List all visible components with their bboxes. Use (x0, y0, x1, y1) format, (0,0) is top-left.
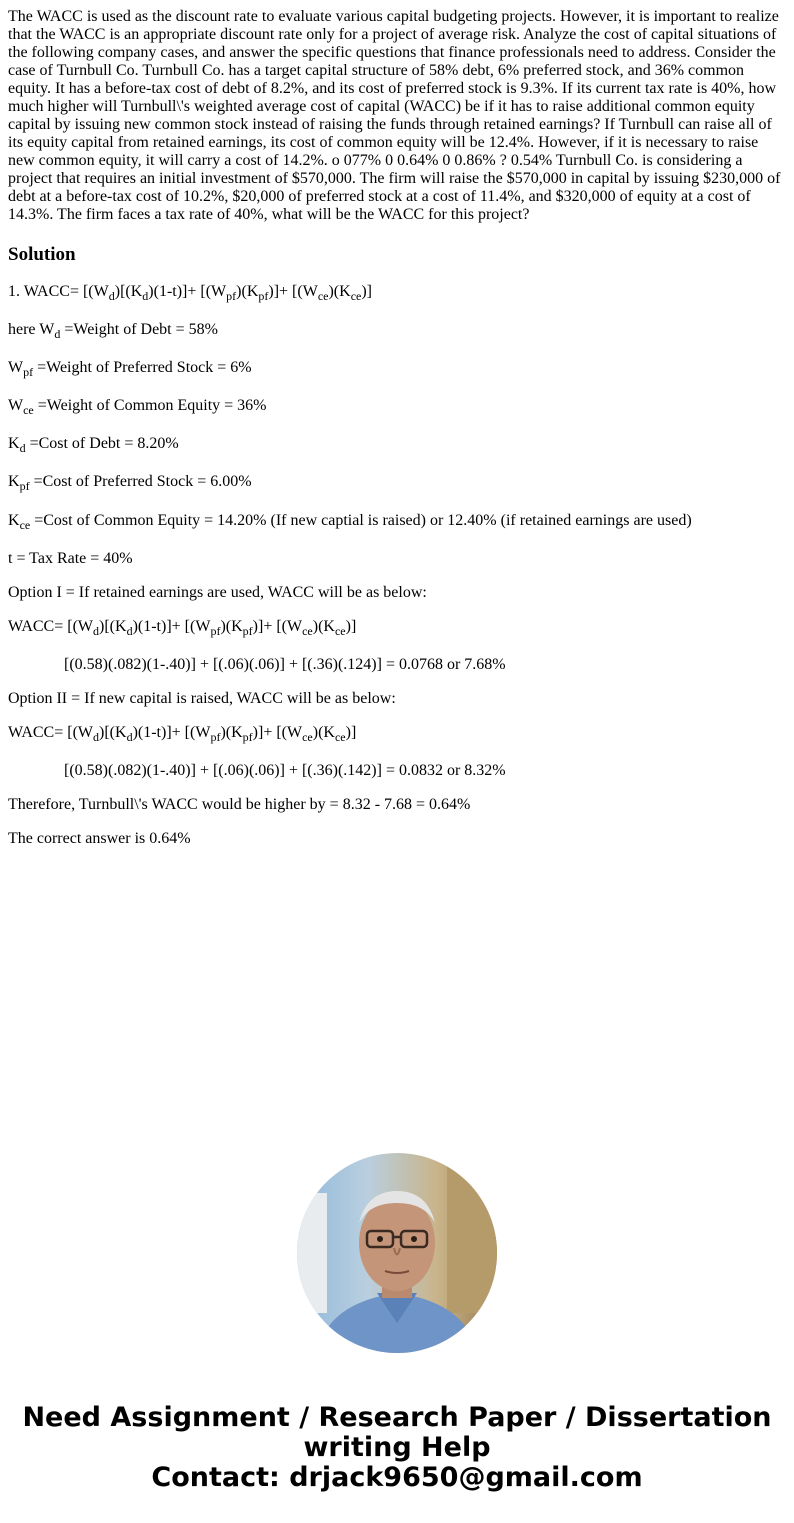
weight-of-preferred: $W_{pf}$ =Weight of Preferred Stock = 6% (8, 359, 252, 380)
footer-line-1: Need Assignment / Research Paper / Dissertation (22, 1402, 772, 1433)
author-photo (297, 1153, 497, 1353)
footer-banner (0, 1403, 794, 1493)
question-text: The WACC is used as the discount rate to evaluate various capital budgeting projects. However, it is important to realize that the WACC is an appropriate discount rate only for a project of average risk. Analyze the cost of capital situations of the following company cases, and answer the specific questions that finance professionals need to address. Consider the case of Turnbull Co. Turnbull Co. has a target capital structure of 58% debt, 6% preferred stock, and 36% common equity. It has a before-tax cost of debt of 8.2%, and its cost of preferred stock is 9.3%. If its current tax rate is 40%, how much higher will Turnbull\'s weighted average cost of capital (WACC) be if it has to raise additional common equity capital by issuing new common stock instead of raising the funds through retained earnings? If Turnbull can raise all of its equity capital from retained earnings, its cost of common equity will be 12.4%. However, if it is necessary to raise new common equity, it will carry a cost of 14.2%. o 077% 0 0.64% 0 0.86% ? 0.54% Turnbull Co. is considering a project that requires an initial investment of $570,000. The firm will raise the $570,000 in capital by issuing $230,000 of debt at a before-tax cost of 10.2%, $20,000 of preferred stock at a cost of 11.4%, and $320,000 of equity at a cost of 14.3%. The firm faces a tax rate of 40%, what will be the WACC for this project? (8, 8, 781, 223)
cost-of-debt: $K_d$ =Cost of Debt = 8.20% (8, 435, 179, 456)
weight-of-equity: $W_{ce}$ =Weight of Common Equity = 36% (8, 397, 267, 418)
option-one-heading: Option I = If retained earnings are used, WACC will be as below: (8, 584, 427, 601)
footer-line-2: writing Help (303, 1432, 491, 1463)
option-one-calculation: [(0.58)(.082)(1-.40)] + [(.06)(.06)] + [(.36)(.124)] = 0.0768 or 7.68% (64, 656, 506, 673)
conclusion-text: Therefore, Turnbull\'s WACC would be higher by = 8.32 - 7.68 = 0.64% (8, 796, 471, 813)
footer-contact: Contact: drjack9650@gmail.com (151, 1462, 643, 1493)
tax-rate: t = Tax Rate = 40% (8, 550, 133, 567)
weight-of-debt: here $W_d$ =Weight of Debt = 58% (8, 321, 218, 342)
cost-of-equity: $K_{ce}$ =Cost of Common Equity = 14.20% (If new captial is raised) or 12.40% (if retained earnings are used) (8, 512, 692, 533)
portrait-image (297, 1153, 497, 1353)
answer-text: The correct answer is 0.64% (8, 830, 191, 847)
option-two-heading: Option II = If new capital is raised, WACC will be as below: (8, 690, 396, 707)
option-two-calculation: [(0.58)(.082)(1-.40)] + [(.06)(.06)] + [(.36)(.142)] = 0.0832 or 8.32% (64, 762, 506, 779)
wacc-formula-1: 1. WACC= [$(W_d)[(K_d)(1-t)]+ [(W_{pf})(K_{pf})]+ [(W_{ce})(K_{ce})]$ (8, 283, 372, 304)
document-body (8, 0, 784, 266)
wacc-formula-3: WACC= [$(W_d)[(K_d)(1-t)]+ [(W_{pf})(K_{pf})]+ [(W_{ce})(K_{ce})]$ (8, 724, 357, 745)
wacc-formula-2: WACC= [$(W_d)[(K_d)(1-t)]+ [(W_{pf})(K_{pf})]+ [(W_{ce})(K_{ce})]$ (8, 618, 357, 639)
solution-heading: Solution (8, 244, 76, 265)
cost-of-preferred: $K_{pf}$ =Cost of Preferred Stock = 6.00% (8, 473, 252, 494)
